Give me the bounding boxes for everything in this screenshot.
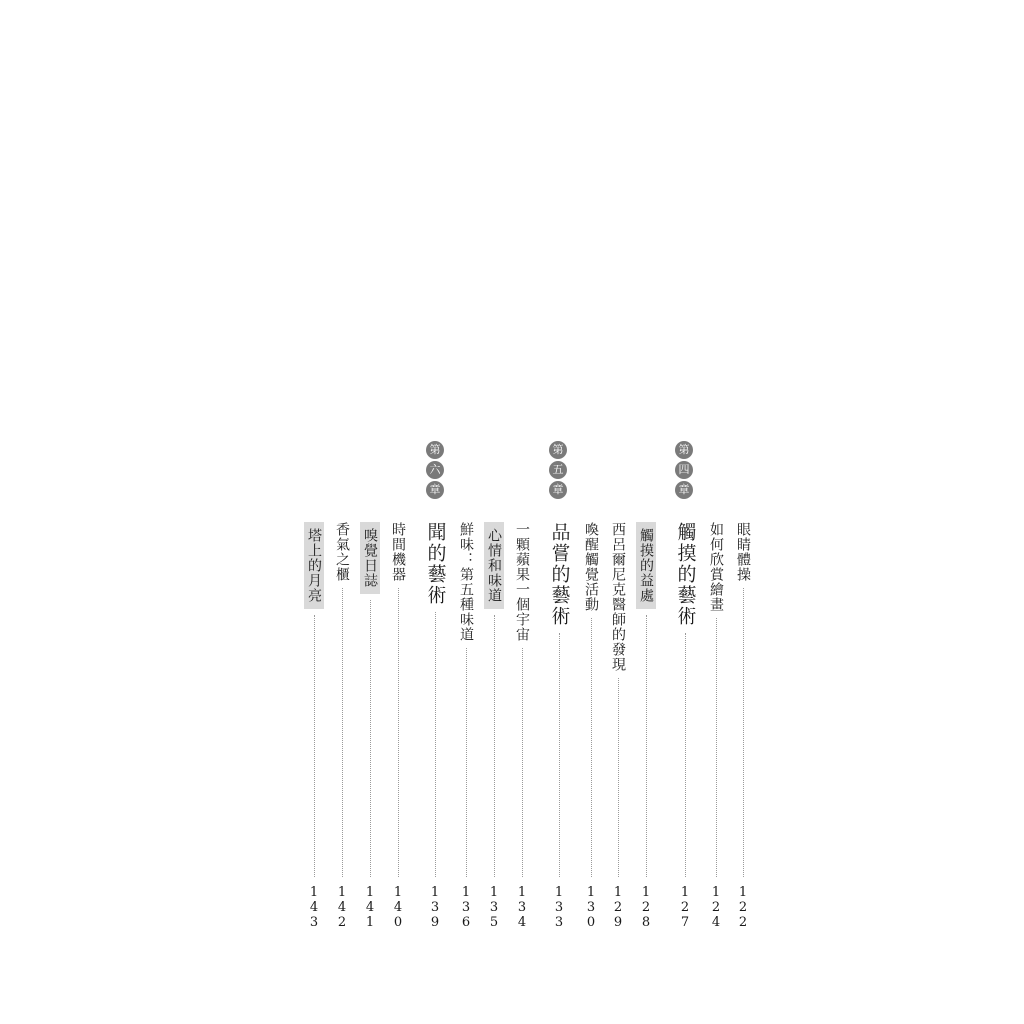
dot-leader — [685, 633, 686, 877]
toc-entry[interactable] — [455, 522, 477, 930]
chapter-4-badge — [674, 441, 694, 501]
chapter-badge-char: 第 — [426, 441, 444, 459]
toc-entry-highlighted[interactable] — [482, 522, 506, 930]
toc-entry-page: 133 — [551, 885, 567, 930]
dot-leader — [342, 588, 343, 877]
toc-entry-title: 心情和味道 — [484, 522, 504, 609]
toc-entry-title: 觸摸的益處 — [636, 522, 656, 609]
chapter-badge-char: 六 — [426, 461, 444, 479]
dot-leader — [559, 633, 560, 877]
dot-leader — [522, 648, 523, 877]
chapter-badge-char: 章 — [675, 481, 693, 499]
toc-entry-title: 嗅覺日誌 — [360, 522, 380, 594]
dot-leader — [618, 678, 619, 877]
toc-entry-page: 124 — [708, 885, 724, 930]
toc-entry-page: 136 — [458, 885, 474, 930]
toc-entry-title: 觸摸的藝術 — [674, 522, 697, 627]
chapter-6-badge — [425, 441, 445, 501]
toc-entry-highlighted[interactable] — [302, 522, 326, 930]
toc-entry[interactable] — [511, 522, 533, 930]
chapter-badge-char: 五 — [549, 461, 567, 479]
toc-entry-title: 香氣之櫃 — [334, 522, 350, 582]
dot-leader — [314, 615, 315, 877]
toc-entry-page: 141 — [362, 885, 378, 930]
toc-entry-title: 眼睛體操 — [735, 522, 751, 582]
toc-entry-highlighted[interactable] — [634, 522, 658, 930]
toc-entry[interactable] — [387, 522, 409, 930]
chapter-badge-char: 第 — [549, 441, 567, 459]
dot-leader — [435, 612, 436, 877]
toc-entry-title: 如何欣賞繪畫 — [708, 522, 724, 612]
dot-leader — [743, 588, 744, 877]
toc-entry-page: 127 — [677, 885, 693, 930]
toc-entry-chapter-title[interactable] — [545, 522, 573, 930]
toc-entry-title: 品嘗的藝術 — [548, 522, 571, 627]
toc-entry-title: 時間機器 — [390, 522, 406, 582]
toc-entry-page: 134 — [514, 885, 530, 930]
dot-leader — [494, 615, 495, 877]
toc-entry-chapter-title[interactable] — [421, 522, 449, 930]
toc-entry-page: 143 — [306, 885, 322, 930]
toc-entry-page: 122 — [735, 885, 751, 930]
toc-entry-page: 128 — [638, 885, 654, 930]
toc-entry[interactable] — [607, 522, 629, 930]
toc-entry[interactable] — [732, 522, 754, 930]
toc-entry-page: 139 — [427, 885, 443, 930]
dot-leader — [370, 600, 371, 877]
chapter-badge-char: 第 — [675, 441, 693, 459]
chapter-badge-char: 章 — [426, 481, 444, 499]
dot-leader — [591, 618, 592, 877]
toc-entry-page: 142 — [334, 885, 350, 930]
dot-leader — [716, 618, 717, 877]
toc-entry-page: 130 — [583, 885, 599, 930]
toc-entry-title: 西呂爾尼克醫師的發現 — [610, 522, 626, 672]
toc-entry-title: 一顆蘋果一個宇宙 — [514, 522, 530, 642]
toc-entry[interactable] — [705, 522, 727, 930]
toc-entry-title: 鮮味：第五種味道 — [458, 522, 474, 642]
toc-entry-title: 聞的藝術 — [424, 522, 447, 606]
toc-entry-page: 140 — [390, 885, 406, 930]
dot-leader — [466, 648, 467, 877]
toc-entry-page: 129 — [610, 885, 626, 930]
toc-entry-page: 135 — [486, 885, 502, 930]
toc-entry[interactable] — [331, 522, 353, 930]
toc-entry-title: 喚醒觸覺活動 — [583, 522, 599, 612]
toc-entry-chapter-title[interactable] — [671, 522, 699, 930]
chapter-badge-char: 章 — [549, 481, 567, 499]
chapter-5-badge — [548, 441, 568, 501]
dot-leader — [398, 588, 399, 877]
chapter-badge-char: 四 — [675, 461, 693, 479]
toc-entry[interactable] — [580, 522, 602, 930]
toc-entry-highlighted[interactable] — [358, 522, 382, 930]
toc-entry-title: 塔上的月亮 — [304, 522, 324, 609]
dot-leader — [646, 615, 647, 877]
